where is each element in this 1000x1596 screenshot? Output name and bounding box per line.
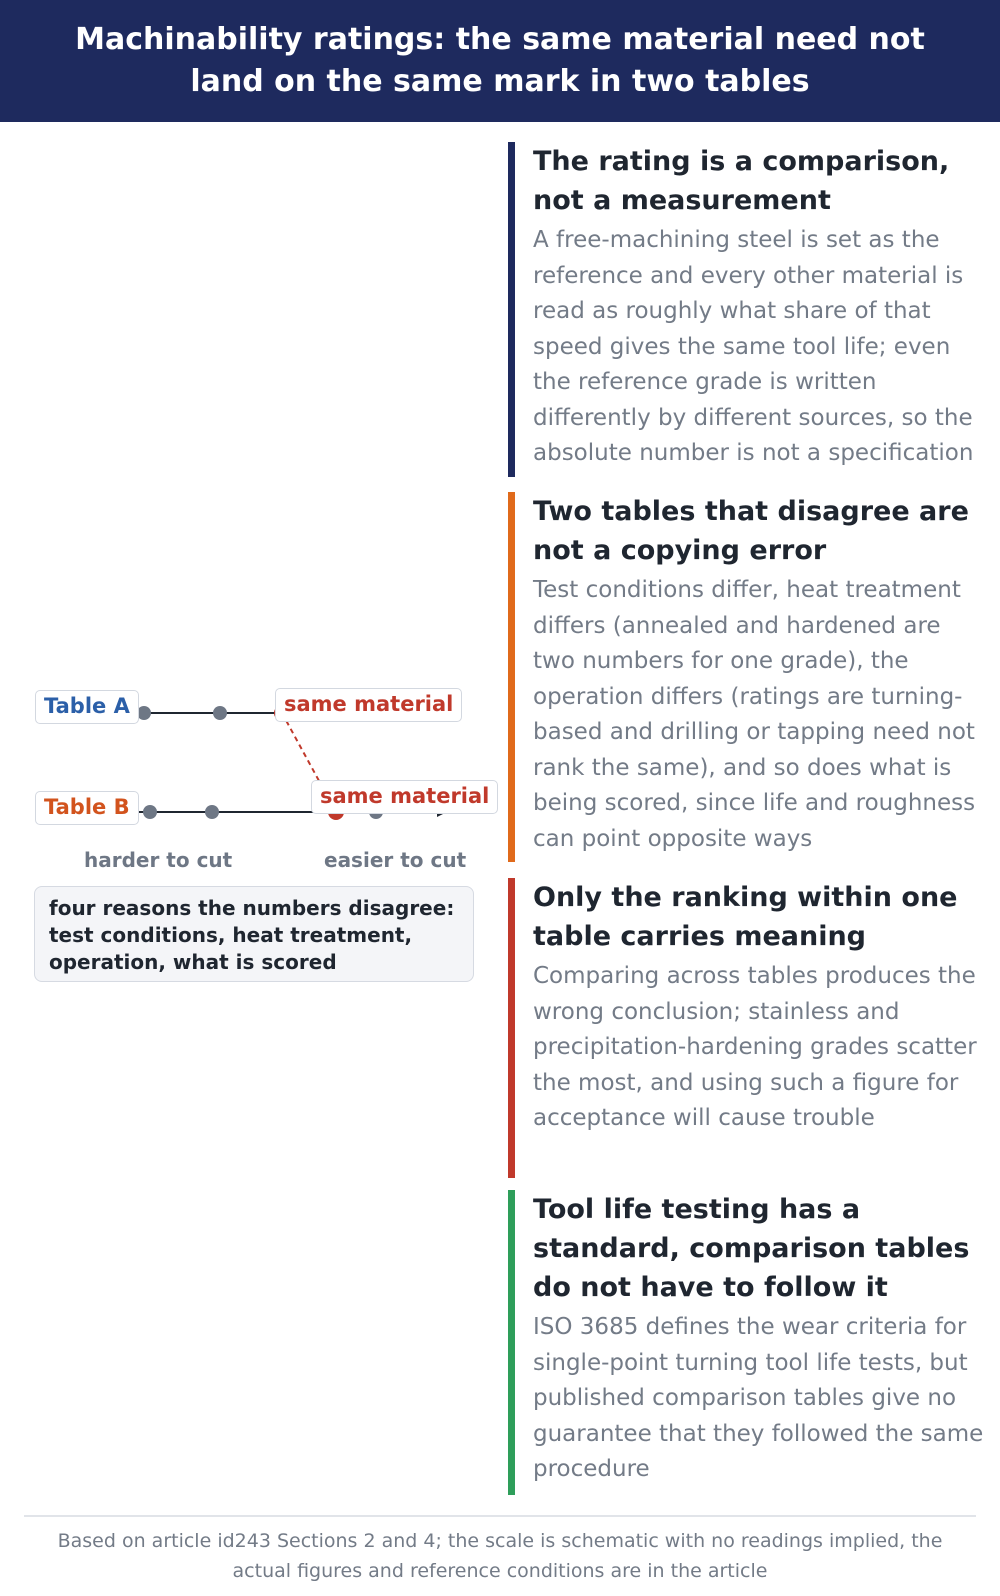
same-material-label-a: same material [275,688,462,722]
table-b-marker-1 [143,805,157,819]
table-a-marker-2 [213,706,227,720]
table-b-marker-2 [205,805,219,819]
page-title: Machinability ratings: the same material need not land on the same mark in two tables [0,0,1000,122]
table-b-label: Table B [35,791,139,825]
table-a-marker-1 [137,706,151,720]
card-comparison-not-measurement [508,142,988,477]
card-tool-life-standard [508,1190,988,1495]
card-body: A free-machining steel is set as the reference and every other material is read as roughly what share of that speed gives the same tool life; even the reference grade is written differently by different sources, so the absolute number is not a specification [533,227,974,466]
card-title: Two tables that disagree are not a copying error [533,496,969,566]
reasons-note: four reasons the numbers disagree: test conditions, heat treatment, operation, what is scored [34,886,474,982]
footer-note: Based on article id243 Sections 2 and 4; the scale is schematic with no readings implied, the actual figures and reference conditions are in the article [57,1530,943,1582]
card-body: Comparing across tables produces the wrong conclusion; stainless and precipitation-hardening grades scatter the most, and using such a figure for acceptance will cause trouble [533,963,977,1131]
card-body: ISO 3685 defines the wear criteria for single-point turning tool life tests, but published comparison tables give no guarantee that they followed the same procedure [533,1314,984,1482]
footer-divider [24,1515,976,1517]
table-a-label: Table A [35,690,139,724]
card-title: Only the ranking within one table carries meaning [533,882,958,952]
scale-graphic [0,122,500,882]
harder-to-cut-label: harder to cut [84,848,233,872]
card-ranking-within-table [508,878,988,1178]
easier-to-cut-label: easier to cut [324,848,467,872]
card-title: The rating is a comparison, not a measurement [533,146,950,216]
rating-scale-diagram [0,122,500,1502]
card-body: Test conditions differ, heat treatment differs (annealed and hardened are two numbers for one grade), the operation differs (ratings are turning-based and drilling or tapping need not rank the same), and so does what is being scored, since life and roughness can point opposite ways [533,577,976,852]
card-title: Tool life testing has a standard, comparison tables do not have to follow it [533,1194,970,1303]
same-material-label-b: same material [311,780,498,814]
card-tables-disagree [508,492,988,862]
